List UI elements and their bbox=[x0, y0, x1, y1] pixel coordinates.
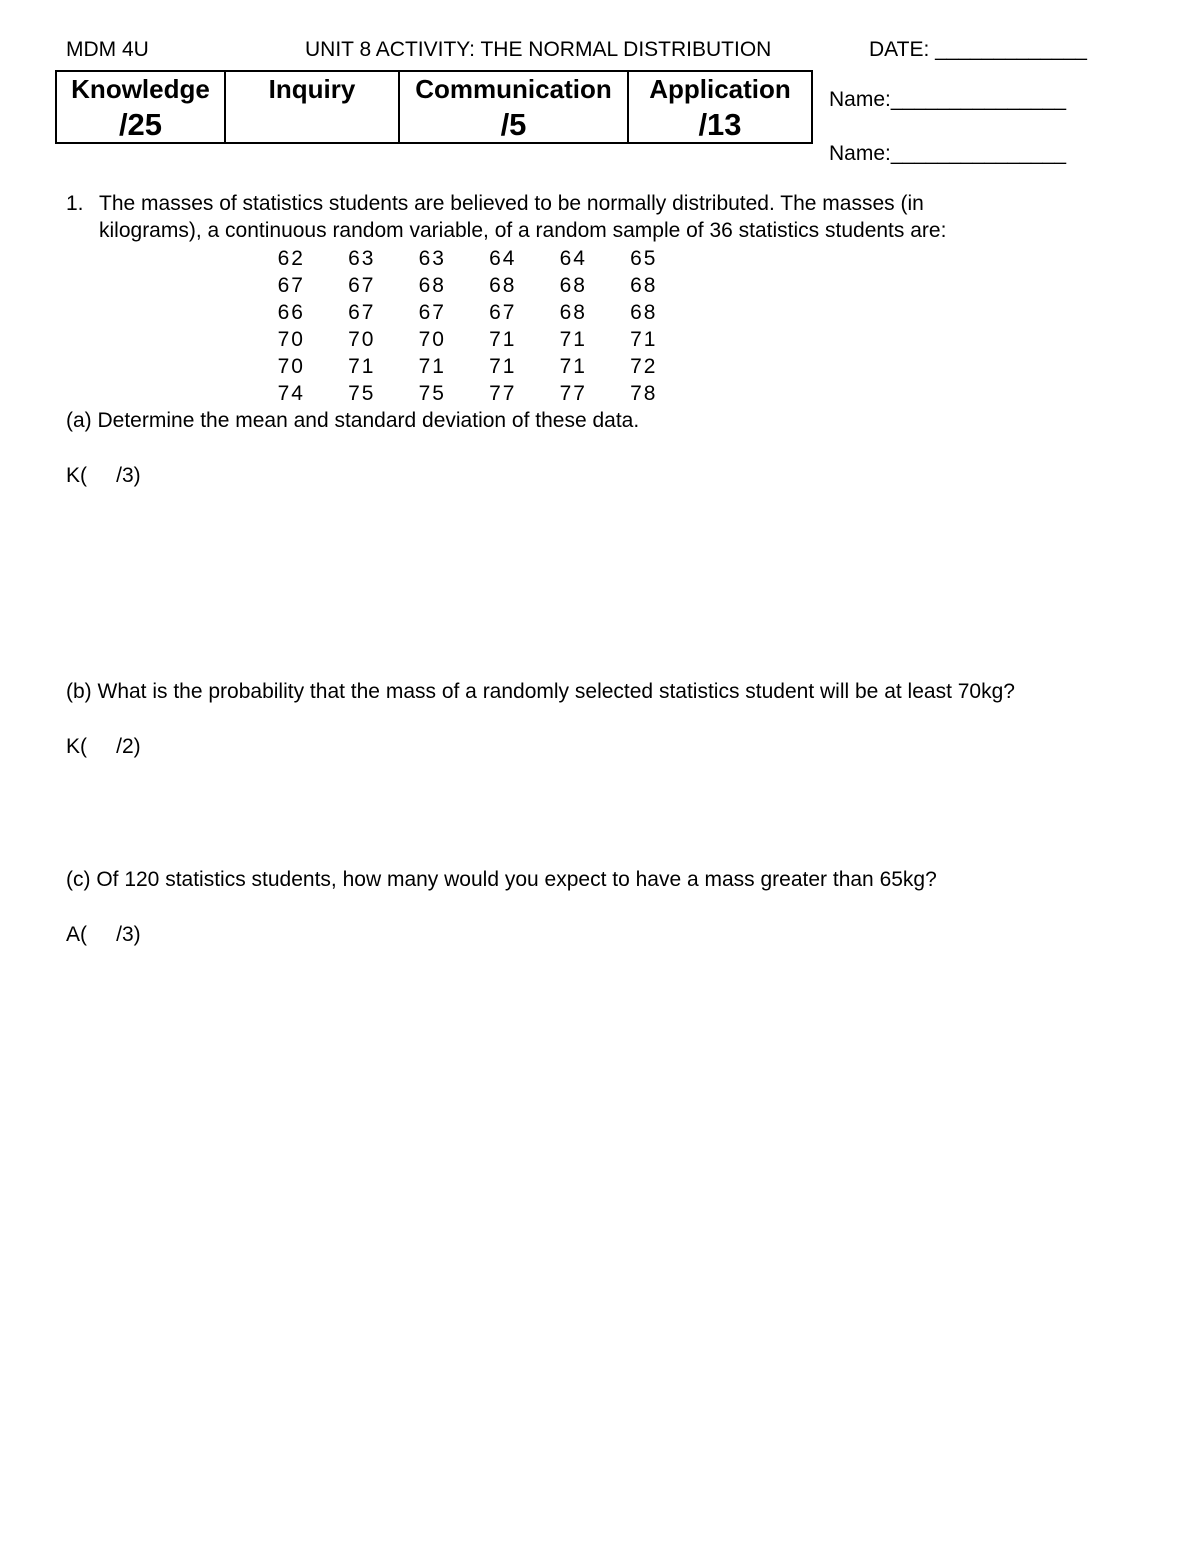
data-cell: 71 bbox=[489, 328, 517, 351]
data-cell: 67 bbox=[418, 301, 446, 324]
data-cell: 68 bbox=[559, 301, 587, 324]
date-field[interactable]: DATE: _____________ bbox=[869, 38, 1087, 61]
data-cell: 71 bbox=[559, 328, 587, 351]
worksheet-title: UNIT 8 ACTIVITY: THE NORMAL DISTRIBUTION bbox=[305, 38, 772, 61]
data-row bbox=[256, 245, 679, 272]
category-label: Communication bbox=[415, 74, 612, 104]
data-cell: 63 bbox=[418, 247, 446, 270]
data-cell: 77 bbox=[559, 382, 587, 405]
data-cell: 71 bbox=[489, 355, 517, 378]
question-part-b: (b) What is the probability that the mass of a randomly selected statistics student will be at least 70kg? bbox=[66, 680, 1015, 703]
category-label: Knowledge bbox=[71, 74, 210, 104]
data-cell: 75 bbox=[348, 382, 376, 405]
question-part-a: (a) Determine the mean and standard deviation of these data. bbox=[66, 409, 640, 432]
data-cell: 71 bbox=[348, 355, 376, 378]
marks-table bbox=[55, 70, 813, 144]
data-cell: 70 bbox=[277, 328, 305, 351]
score-label: /5 bbox=[500, 107, 527, 142]
application-cell bbox=[628, 71, 812, 143]
question-text-line: The masses of statistics students are believed to be normally distributed. The masses (in bbox=[99, 192, 924, 215]
data-cell: 67 bbox=[489, 301, 517, 324]
mass-data-table bbox=[256, 245, 679, 407]
data-cell: 74 bbox=[277, 382, 305, 405]
communication-cell bbox=[399, 71, 628, 143]
data-cell: 67 bbox=[348, 301, 376, 324]
question-text-line: kilograms), a continuous random variable, of a random sample of 36 statistics students are: bbox=[99, 219, 947, 242]
data-cell: 68 bbox=[489, 274, 517, 297]
question-part-c: (c) Of 120 statistics students, how many would you expect to have a mass greater than 65kg? bbox=[66, 868, 937, 891]
data-cell: 68 bbox=[630, 301, 658, 324]
mark-allocation: K( /3) bbox=[66, 464, 141, 487]
data-cell: 70 bbox=[348, 328, 376, 351]
category-label: Application bbox=[649, 74, 791, 104]
score-label: /25 bbox=[118, 107, 163, 142]
course-code: MDM 4U bbox=[66, 38, 149, 61]
mark-allocation: K( /2) bbox=[66, 735, 141, 758]
data-cell: 71 bbox=[630, 328, 658, 351]
data-cell: 64 bbox=[559, 247, 587, 270]
data-cell: 64 bbox=[489, 247, 517, 270]
knowledge-cell bbox=[56, 71, 225, 143]
data-cell: 71 bbox=[559, 355, 587, 378]
name-field-2[interactable]: Name:_______________ bbox=[829, 142, 1067, 165]
data-cell: 68 bbox=[630, 274, 658, 297]
data-cell: 75 bbox=[418, 382, 446, 405]
data-cell: 77 bbox=[489, 382, 517, 405]
question-number: 1. bbox=[66, 192, 84, 215]
data-cell: 63 bbox=[348, 247, 376, 270]
data-cell: 70 bbox=[277, 355, 305, 378]
name-field-1[interactable]: Name:_______________ bbox=[829, 88, 1067, 111]
data-cell: 70 bbox=[418, 328, 446, 351]
category-label: Inquiry bbox=[268, 74, 356, 104]
data-row bbox=[256, 380, 679, 407]
score-label: /13 bbox=[698, 107, 742, 142]
data-cell: 68 bbox=[559, 274, 587, 297]
data-cell: 66 bbox=[277, 301, 305, 324]
data-cell: 71 bbox=[418, 355, 446, 378]
data-row bbox=[256, 299, 679, 326]
data-cell: 68 bbox=[418, 274, 446, 297]
inquiry-cell bbox=[225, 71, 399, 143]
data-cell: 62 bbox=[277, 247, 305, 270]
data-cell: 65 bbox=[630, 247, 658, 270]
data-cell: 78 bbox=[630, 382, 658, 405]
data-cell: 67 bbox=[277, 274, 305, 297]
mark-allocation: A( /3) bbox=[66, 923, 141, 946]
data-cell: 72 bbox=[630, 355, 658, 378]
data-row bbox=[256, 272, 679, 299]
data-row bbox=[256, 353, 679, 380]
data-cell: 67 bbox=[348, 274, 376, 297]
data-row bbox=[256, 326, 679, 353]
